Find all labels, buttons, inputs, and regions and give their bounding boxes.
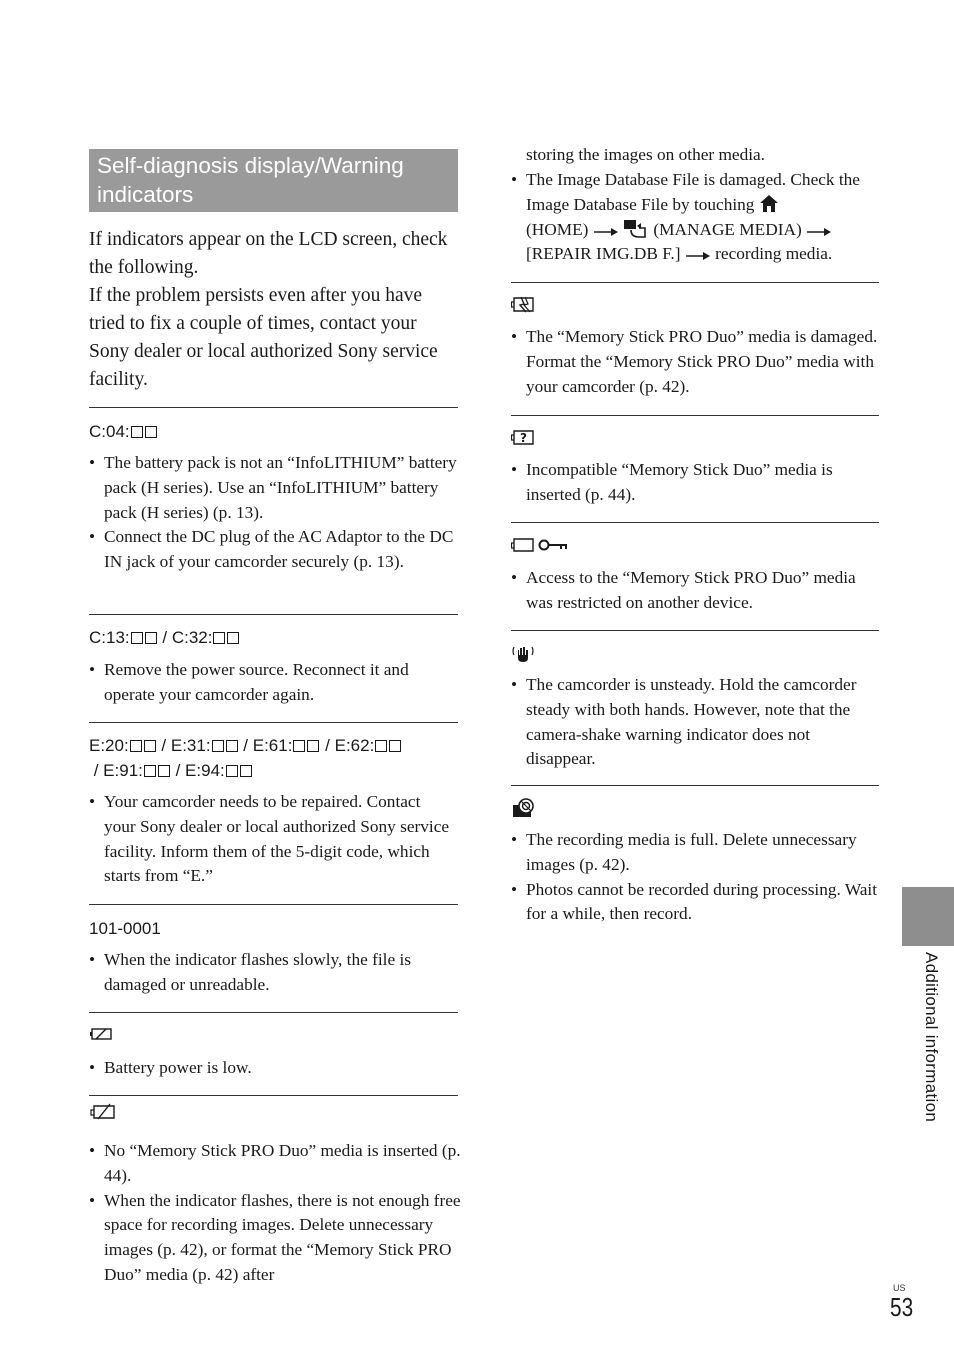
digit-box <box>307 740 319 752</box>
battery-list <box>89 1056 458 1081</box>
digit-box <box>240 765 252 777</box>
svg-text:?: ? <box>520 431 527 445</box>
list-item: • No “Memory Stick PRO Duo” media is inserted (p. 44). <box>89 1139 461 1189</box>
battery-low-icon <box>90 1027 114 1041</box>
digit-box <box>145 632 157 644</box>
code-c13-heading <box>89 626 240 650</box>
camera-shake-icon <box>511 643 535 663</box>
full-list <box>511 828 883 927</box>
section-title-box <box>89 149 458 212</box>
digit-box <box>145 426 157 438</box>
list-item: • Connect the DC plug of the AC Adaptor to the DC IN jack of your camcorder securely (p. 13). <box>89 525 461 575</box>
bullet: • <box>511 170 518 189</box>
side-tab-label: Additional information <box>922 952 941 1123</box>
list-item: • Photos cannot be recorded during processing. Wait for a while, then record. <box>511 878 883 928</box>
list-item: • Incompatible “Memory Stick Duo” media is inserted (p. 44). <box>511 458 879 508</box>
digit-box <box>131 426 143 438</box>
locked-list <box>511 566 883 616</box>
list-item: • The recording media is full. Delete unnecessary images (p. 42). <box>511 828 883 878</box>
media-full-icon <box>511 797 537 819</box>
list-item: • When the indicator flashes slowly, the file is damaged or unreadable. <box>89 948 458 998</box>
digit-box <box>293 740 305 752</box>
code-text: E:61: <box>252 736 293 755</box>
code-text: E:94: <box>185 761 225 780</box>
list-item: • When the indicator flashes, there is not enough free space for recording images. Delete unnecessary images (p. 42), or format the “Memory Stick PRO Duo” media (p. 42) after <box>89 1189 461 1288</box>
code-text: E:62: <box>334 736 375 755</box>
separator: / <box>157 628 172 647</box>
separator: / <box>320 736 335 755</box>
divider <box>89 904 458 905</box>
list-item: • Remove the power source. Reconnect it and operate your camcorder again. <box>89 658 458 708</box>
code-text: E:31: <box>170 736 211 755</box>
digit-box <box>226 740 238 752</box>
shake-list <box>511 673 883 772</box>
list-item: • The battery pack is not an “InfoLITHIUM” battery pack (H series). Use an “InfoLITHIUM” battery pack (H series) (p. 13). <box>89 451 461 525</box>
code-text: C:04: <box>89 422 130 441</box>
digit-box <box>226 765 238 777</box>
list-item: • The “Memory Stick PRO Duo” media is damaged. Format the “Memory Stick PRO Duo” media with your camcorder (p. 42). <box>511 325 879 399</box>
incompatible-list <box>511 458 879 508</box>
no-media-icon <box>90 1102 116 1120</box>
database-item <box>511 168 879 267</box>
section-title: Self-diagnosis display/Warning indicators <box>97 153 404 207</box>
divider <box>89 614 458 615</box>
digit-box <box>227 632 239 644</box>
divider <box>89 407 458 408</box>
divider <box>89 722 458 723</box>
code-text: E:91: <box>103 761 143 780</box>
incompatible-media-icon <box>511 428 535 446</box>
divider <box>511 415 879 416</box>
separator: / <box>156 736 171 755</box>
list-item: • The camcorder is unsteady. Hold the camcorder steady with both hands. However, note that the camera-shake warning indicator does not disappear. <box>511 673 883 772</box>
damaged-media-icon <box>511 295 535 313</box>
arrow-right-icon <box>806 226 832 238</box>
continued-text: storing the images on other media. <box>526 145 766 164</box>
error-codes-line-1 <box>89 734 402 758</box>
digit-box <box>389 740 401 752</box>
digit-box <box>212 740 224 752</box>
c04-list <box>89 451 461 575</box>
manage-media-icon <box>623 218 649 238</box>
separator: / <box>89 761 104 780</box>
divider <box>511 522 879 523</box>
manage-media-label: (MANAGE MEDIA) <box>653 219 802 239</box>
digit-box <box>144 765 156 777</box>
arrow-right-icon <box>685 250 711 262</box>
c13-list <box>89 658 458 708</box>
code101-list <box>89 948 458 998</box>
home-label: (HOME) <box>526 219 589 239</box>
divider <box>89 1012 458 1013</box>
code-text: E:20: <box>89 736 129 755</box>
separator: / <box>238 736 253 755</box>
arrow-right-icon <box>593 226 619 238</box>
list-item: • Access to the “Memory Stick PRO Duo” media was restricted on another device. <box>511 566 883 616</box>
home-icon <box>759 194 779 213</box>
digit-box <box>131 632 143 644</box>
side-tab-marker <box>902 887 954 946</box>
error-codes-line-2 <box>89 759 253 783</box>
page-region: US <box>893 1283 906 1293</box>
intro-text <box>89 226 458 394</box>
digit-box <box>130 740 142 752</box>
database-text: The Image Database File is damaged. Check the Image Database File by touching <box>526 170 860 214</box>
list-item: • Your camcorder needs to be repaired. Contact your Sony dealer or local authorized Sony service facility. Inform them of the 5-digit code, which starts from “E.” <box>89 790 455 889</box>
divider <box>511 282 879 283</box>
damaged-list <box>511 325 879 399</box>
errors-list <box>89 790 455 889</box>
digit-box <box>213 632 225 644</box>
list-item: • Battery power is low. <box>89 1056 458 1081</box>
code-text: C:32: <box>171 628 213 647</box>
intro-paragraph-1: If indicators appear on the LCD screen, check the following. <box>89 229 448 278</box>
code-c04-heading <box>89 420 158 444</box>
digit-box <box>375 740 387 752</box>
repair-label: [REPAIR IMG.DB F.] <box>526 244 681 264</box>
no-media-list <box>89 1139 461 1288</box>
separator: / <box>170 761 186 780</box>
code-text: C:13: <box>89 628 130 647</box>
recording-media-label: recording media. <box>715 244 833 264</box>
intro-paragraph-2: If the problem persists even after you have tried to fix a couple of times, contact your Sony dealer or local authorized Sony service facility. <box>89 285 438 390</box>
digit-box <box>144 740 156 752</box>
divider <box>89 1095 458 1096</box>
divider <box>511 785 879 786</box>
divider <box>511 630 879 631</box>
media-lock-icon <box>511 537 569 553</box>
digit-box <box>158 765 170 777</box>
page-number: 53 <box>890 1292 914 1322</box>
code-101-heading: 101-0001 <box>89 919 161 938</box>
